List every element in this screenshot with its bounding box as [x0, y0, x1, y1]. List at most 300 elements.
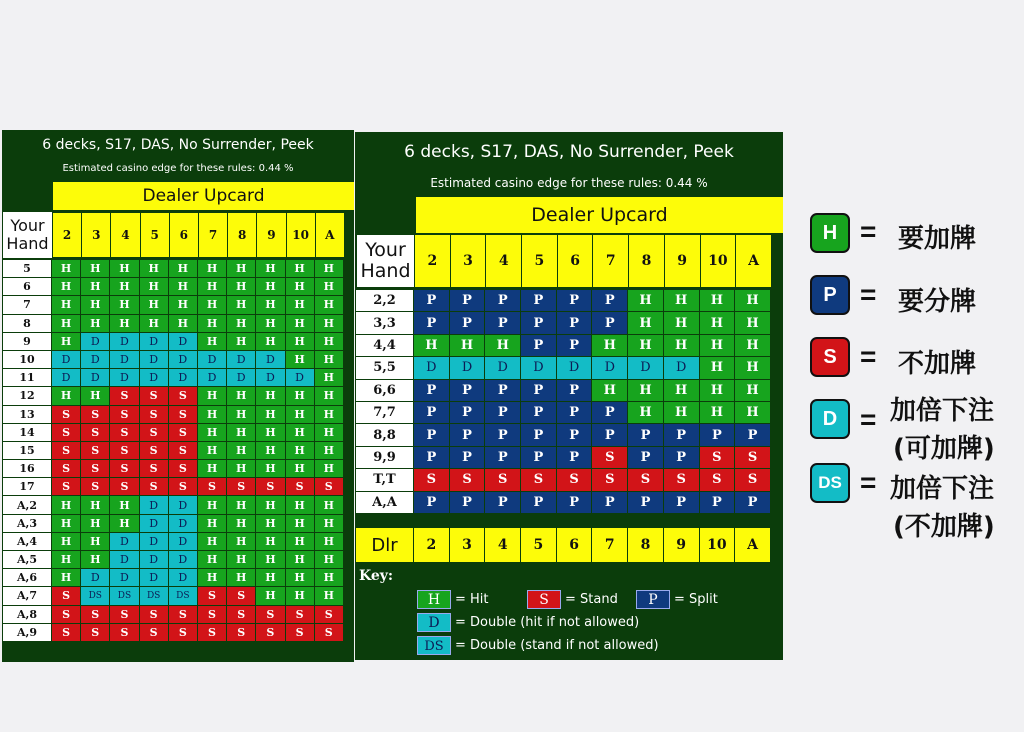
strategy-cell: H [110, 314, 139, 332]
left-upcard-2: 2 [53, 213, 82, 258]
strategy-cell: H [285, 387, 314, 405]
dealer-footer-upcard-4: 4 [485, 528, 521, 563]
strategy-cell: S [139, 423, 168, 441]
strategy-cell: H [285, 296, 314, 314]
strategy-cell: H [314, 314, 343, 332]
strategy-cell: S [81, 623, 110, 641]
strategy-cell: P [699, 491, 735, 513]
hand-label: A,3 [3, 514, 52, 532]
hand-label: 12 [3, 387, 52, 405]
hand-label: 13 [3, 405, 52, 423]
left-upcard-A: A [315, 213, 344, 258]
strategy-cell: P [521, 491, 557, 513]
hand-label: A,5 [3, 551, 52, 569]
dealer-footer-upcard-2: 2 [414, 528, 450, 563]
strategy-cell: D [110, 369, 139, 387]
strategy-cell: H [285, 551, 314, 569]
hand-label: 8 [3, 314, 52, 332]
right-upcard-2: 2 [415, 235, 451, 288]
right-upcard-8: 8 [629, 235, 665, 288]
strategy-cell: H [256, 460, 285, 478]
strategy-cell: S [256, 605, 285, 623]
strategy-cell: P [485, 312, 521, 334]
strategy-cell: P [521, 446, 557, 468]
table-row [356, 491, 771, 513]
strategy-cell: DS [139, 587, 168, 605]
strategy-cell: S [110, 478, 139, 496]
strategy-cell: S [314, 605, 343, 623]
strategy-cell: S [110, 605, 139, 623]
strategy-cell: P [414, 379, 450, 401]
strategy-cell: D [52, 350, 81, 368]
strategy-cell: H [628, 312, 664, 334]
legend-split-badge: P [810, 275, 850, 315]
strategy-cell: P [556, 424, 592, 446]
strategy-cell: H [197, 423, 226, 441]
strategy-cell: S [81, 605, 110, 623]
hand-label: A,4 [3, 532, 52, 550]
strategy-cell: H [227, 551, 256, 569]
hand-label: 7,7 [356, 401, 414, 423]
strategy-cell: D [168, 332, 197, 350]
strategy-cell: S [168, 405, 197, 423]
strategy-cell: H [735, 290, 771, 312]
strategy-cell: H [592, 334, 628, 356]
key-double-swatch: D [417, 613, 451, 632]
strategy-cell: P [628, 424, 664, 446]
left-upcard-6: 6 [169, 213, 198, 258]
strategy-cell: H [314, 423, 343, 441]
right-strategy-chart [355, 132, 783, 660]
strategy-cell: S [197, 587, 226, 605]
strategy-cell: P [735, 491, 771, 513]
strategy-cell: D [628, 357, 664, 379]
strategy-cell: H [285, 423, 314, 441]
strategy-cell: S [735, 446, 771, 468]
table-row [356, 469, 771, 491]
right-upcard-7: 7 [593, 235, 629, 288]
strategy-cell: D [449, 357, 485, 379]
strategy-cell: H [314, 332, 343, 350]
right-upcard-4: 4 [486, 235, 522, 288]
strategy-cell: H [110, 296, 139, 314]
strategy-cell: H [628, 290, 664, 312]
hand-label: 10 [3, 350, 52, 368]
strategy-cell: D [592, 357, 628, 379]
strategy-cell: H [314, 278, 343, 296]
strategy-cell: S [197, 605, 226, 623]
strategy-cell: H [227, 532, 256, 550]
strategy-cell: D [52, 369, 81, 387]
strategy-cell: H [227, 314, 256, 332]
strategy-cell: P [449, 401, 485, 423]
strategy-cell: H [197, 387, 226, 405]
strategy-cell: P [592, 312, 628, 334]
strategy-cell: H [314, 514, 343, 532]
strategy-cell: P [735, 424, 771, 446]
strategy-cell: P [485, 446, 521, 468]
strategy-cell: P [449, 312, 485, 334]
dealer-footer-upcard-5: 5 [521, 528, 557, 563]
strategy-cell: D [485, 357, 521, 379]
strategy-cell: H [197, 496, 226, 514]
strategy-cell: S [314, 623, 343, 641]
strategy-cell: P [521, 312, 557, 334]
table-row [3, 496, 344, 514]
strategy-cell: H [256, 441, 285, 459]
hand-label: A,2 [3, 496, 52, 514]
strategy-cell: P [414, 312, 450, 334]
strategy-cell: H [256, 296, 285, 314]
strategy-cell: H [256, 405, 285, 423]
hand-label: T,T [356, 469, 414, 491]
table-row [3, 405, 344, 423]
strategy-cell: S [110, 387, 139, 405]
strategy-cell: D [168, 369, 197, 387]
strategy-cell: D [168, 514, 197, 532]
table-row [356, 424, 771, 446]
legend-split-label: 要分牌 [898, 287, 977, 317]
table-row [3, 623, 344, 641]
legend-double-stand-label: 加倍下注 [890, 474, 995, 504]
table-row [3, 587, 344, 605]
left-upcard-5: 5 [140, 213, 169, 258]
strategy-cell: P [414, 491, 450, 513]
legend-stand-badge: S [810, 337, 850, 377]
strategy-cell: H [168, 314, 197, 332]
hand-label: A,6 [3, 569, 52, 587]
legend-stand-equals: = [860, 341, 877, 372]
strategy-cell: P [414, 424, 450, 446]
strategy-cell: H [285, 460, 314, 478]
hand-label: 5,5 [356, 357, 414, 379]
strategy-cell: H [52, 296, 81, 314]
strategy-cell: H [227, 405, 256, 423]
legend-double-equals: = [860, 404, 877, 435]
strategy-cell: H [227, 296, 256, 314]
strategy-cell: H [197, 551, 226, 569]
right-upcard-9: 9 [664, 235, 700, 288]
strategy-cell: D [81, 332, 110, 350]
strategy-cell: H [735, 334, 771, 356]
legend-hit-equals: = [860, 216, 877, 247]
left-dealer-upcard-caption: Dealer Upcard [53, 182, 354, 210]
strategy-cell: S [139, 405, 168, 423]
right-edge-text: Estimated casino edge for these rules: 0.44 % [430, 176, 708, 190]
strategy-cell: S [81, 460, 110, 478]
strategy-cell: H [197, 460, 226, 478]
strategy-cell: H [663, 379, 699, 401]
strategy-cell: S [139, 478, 168, 496]
strategy-cell: P [485, 491, 521, 513]
strategy-cell: S [81, 423, 110, 441]
strategy-cell: D [168, 496, 197, 514]
strategy-cell: S [139, 441, 168, 459]
strategy-cell: S [139, 387, 168, 405]
strategy-cell: S [52, 405, 81, 423]
strategy-cell: H [256, 387, 285, 405]
strategy-cell: H [314, 350, 343, 368]
strategy-cell: D [139, 569, 168, 587]
strategy-cell: H [52, 551, 81, 569]
left-upcard-3: 3 [82, 213, 111, 258]
strategy-cell: H [52, 514, 81, 532]
hand-label: 7 [3, 296, 52, 314]
table-row [3, 532, 344, 550]
table-row [3, 350, 344, 368]
strategy-cell: S [227, 587, 256, 605]
table-row [356, 357, 771, 379]
hand-label: 2,2 [356, 290, 414, 312]
strategy-cell: H [227, 260, 256, 278]
hand-label: 9,9 [356, 446, 414, 468]
strategy-cell: S [197, 623, 226, 641]
key-title: Key: [359, 568, 394, 584]
key-double-stand-text: = Double (stand if not allowed) [455, 638, 659, 653]
strategy-cell: H [197, 441, 226, 459]
strategy-cell: H [227, 332, 256, 350]
strategy-cell: D [81, 369, 110, 387]
legend-double-stand-equals: = [860, 467, 877, 498]
strategy-cell: H [285, 405, 314, 423]
strategy-cell: S [197, 478, 226, 496]
legend-hit-badge: H [810, 213, 850, 253]
hand-label: 8,8 [356, 424, 414, 446]
strategy-cell: H [52, 532, 81, 550]
strategy-cell: H [314, 532, 343, 550]
strategy-cell: P [556, 334, 592, 356]
key-hit-swatch: H [417, 590, 451, 609]
strategy-cell: P [556, 446, 592, 468]
strategy-cell: P [663, 446, 699, 468]
table-row [3, 460, 344, 478]
strategy-cell: H [285, 278, 314, 296]
strategy-cell: H [485, 334, 521, 356]
strategy-cell: S [285, 623, 314, 641]
strategy-cell: D [168, 551, 197, 569]
strategy-cell: S [227, 478, 256, 496]
strategy-cell: S [168, 423, 197, 441]
strategy-cell: S [52, 605, 81, 623]
strategy-cell: P [521, 424, 557, 446]
strategy-cell: H [314, 496, 343, 514]
strategy-cell: P [521, 334, 557, 356]
strategy-cell: D [110, 551, 139, 569]
hand-label: 16 [3, 460, 52, 478]
strategy-cell: H [256, 569, 285, 587]
strategy-cell: S [256, 623, 285, 641]
strategy-cell: H [256, 423, 285, 441]
dealer-footer-upcard-9: 9 [663, 528, 699, 563]
strategy-cell: H [227, 569, 256, 587]
strategy-cell: S [168, 460, 197, 478]
strategy-cell: H [699, 379, 735, 401]
strategy-cell: H [81, 514, 110, 532]
strategy-cell: H [197, 314, 226, 332]
strategy-cell: D [197, 350, 226, 368]
strategy-cell: S [227, 623, 256, 641]
strategy-cell: D [197, 369, 226, 387]
strategy-cell: S [110, 460, 139, 478]
strategy-cell: P [628, 491, 664, 513]
key-hit-text: = Hit [455, 592, 489, 607]
key-split-text: = Split [674, 592, 718, 607]
strategy-cell: P [592, 491, 628, 513]
strategy-cell: H [52, 496, 81, 514]
strategy-cell: H [81, 551, 110, 569]
strategy-cell: H [285, 532, 314, 550]
strategy-cell: P [556, 290, 592, 312]
strategy-cell: S [81, 405, 110, 423]
table-row [3, 605, 344, 623]
strategy-cell: P [663, 491, 699, 513]
strategy-cell: H [663, 312, 699, 334]
legend-hit-label: 要加牌 [898, 224, 977, 254]
table-row [3, 478, 344, 496]
strategy-cell: D [139, 332, 168, 350]
strategy-cell: D [168, 532, 197, 550]
strategy-cell: S [52, 478, 81, 496]
strategy-cell: S [52, 441, 81, 459]
strategy-cell: S [168, 478, 197, 496]
strategy-cell: H [81, 260, 110, 278]
strategy-cell: H [81, 532, 110, 550]
right-dealer-upcard-caption: Dealer Upcard [416, 197, 783, 233]
strategy-cell: H [81, 496, 110, 514]
strategy-cell: H [81, 296, 110, 314]
strategy-cell: S [168, 387, 197, 405]
strategy-cell: H [314, 460, 343, 478]
strategy-cell: H [285, 332, 314, 350]
strategy-cell: S [81, 478, 110, 496]
strategy-cell: H [256, 514, 285, 532]
strategy-cell: D [139, 514, 168, 532]
strategy-cell: H [227, 387, 256, 405]
strategy-cell: H [52, 278, 81, 296]
strategy-cell: H [314, 587, 343, 605]
strategy-cell: S [285, 605, 314, 623]
strategy-cell: D [256, 350, 285, 368]
strategy-cell: H [81, 314, 110, 332]
strategy-cell: S [256, 478, 285, 496]
key-stand-swatch: S [527, 590, 561, 609]
strategy-cell: P [521, 401, 557, 423]
strategy-cell: DS [168, 587, 197, 605]
strategy-cell: S [139, 605, 168, 623]
dealer-footer-upcard-10: 10 [699, 528, 735, 563]
hand-label: A,7 [3, 587, 52, 605]
strategy-cell: D [139, 551, 168, 569]
strategy-cell: H [314, 369, 343, 387]
strategy-cell: D [110, 569, 139, 587]
right-title: 6 decks, S17, DAS, No Surrender, Peek [404, 142, 734, 162]
strategy-cell: H [256, 332, 285, 350]
strategy-cell: H [314, 441, 343, 459]
strategy-cell: H [197, 278, 226, 296]
strategy-cell: H [314, 296, 343, 314]
strategy-cell: H [52, 332, 81, 350]
right-upcard-10: 10 [700, 235, 736, 288]
strategy-cell: S [414, 469, 450, 491]
strategy-cell: P [556, 401, 592, 423]
strategy-cell: S [52, 460, 81, 478]
hand-label: 5 [3, 260, 52, 278]
strategy-cell: P [521, 379, 557, 401]
strategy-cell: H [256, 278, 285, 296]
strategy-cell: S [699, 446, 735, 468]
left-upcard-8: 8 [228, 213, 257, 258]
strategy-cell: H [735, 401, 771, 423]
strategy-cell: D [414, 357, 450, 379]
strategy-cell: H [227, 460, 256, 478]
key-double-stand-swatch: DS [417, 636, 451, 655]
strategy-cell: D [139, 369, 168, 387]
table-row [3, 387, 344, 405]
strategy-cell: H [227, 496, 256, 514]
strategy-cell: P [485, 379, 521, 401]
strategy-cell: P [485, 290, 521, 312]
left-upcard-9: 9 [257, 213, 286, 258]
strategy-cell: P [663, 424, 699, 446]
strategy-cell: H [168, 296, 197, 314]
left-upcard-7: 7 [198, 213, 227, 258]
strategy-cell: H [285, 569, 314, 587]
table-row [356, 379, 771, 401]
hand-label: 15 [3, 441, 52, 459]
table-row [3, 514, 344, 532]
strategy-cell: H [699, 334, 735, 356]
strategy-cell: H [227, 423, 256, 441]
strategy-cell: H [628, 379, 664, 401]
table-row [356, 446, 771, 468]
strategy-cell: H [139, 278, 168, 296]
strategy-cell: H [285, 514, 314, 532]
strategy-cell: S [52, 587, 81, 605]
strategy-cell: H [256, 314, 285, 332]
strategy-cell: H [735, 357, 771, 379]
strategy-cell: D [110, 532, 139, 550]
strategy-cell: DS [81, 587, 110, 605]
hand-label: 6,6 [356, 379, 414, 401]
table-row [3, 423, 344, 441]
strategy-cell: S [52, 623, 81, 641]
strategy-cell: H [52, 314, 81, 332]
strategy-cell: H [699, 290, 735, 312]
strategy-cell: H [663, 401, 699, 423]
strategy-cell: D [139, 496, 168, 514]
strategy-cell: H [81, 387, 110, 405]
strategy-cell: H [52, 260, 81, 278]
hand-label: A,A [356, 491, 414, 513]
strategy-cell: H [139, 314, 168, 332]
left-upcard-10: 10 [286, 213, 315, 258]
dealer-footer-upcard-3: 3 [449, 528, 485, 563]
strategy-cell: S [663, 469, 699, 491]
strategy-cell: H [285, 350, 314, 368]
left-your-hand-label: Your Hand [3, 212, 52, 258]
strategy-cell: S [735, 469, 771, 491]
strategy-cell: H [256, 551, 285, 569]
strategy-cell: H [414, 334, 450, 356]
strategy-cell: P [521, 290, 557, 312]
strategy-cell: H [227, 514, 256, 532]
hand-label: 11 [3, 369, 52, 387]
strategy-cell: D [663, 357, 699, 379]
strategy-cell: H [139, 296, 168, 314]
dealer-footer-upcard-7: 7 [592, 528, 628, 563]
hand-label: A,8 [3, 605, 52, 623]
strategy-cell: H [256, 260, 285, 278]
